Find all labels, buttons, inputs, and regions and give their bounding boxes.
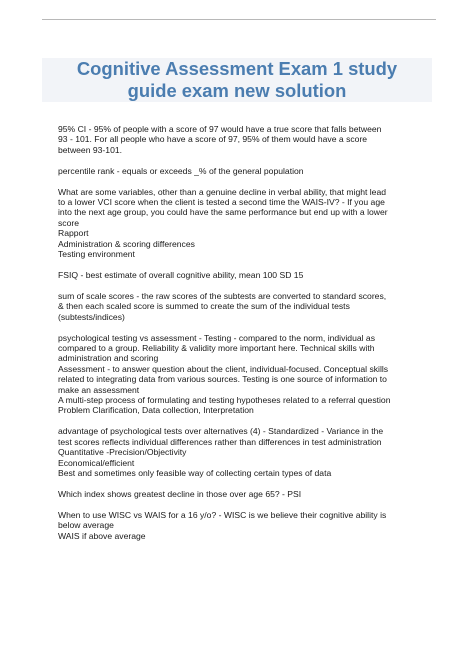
paragraph-line: test scores reflects individual differences rather than differences in test administration [58,436,382,447]
qa-paragraph [58,187,430,260]
paragraph-line: Administration & scoring differences [58,238,195,249]
paragraph-line: Problem Clarification, Data collection, Interpretation [58,405,254,416]
document-title [42,58,432,102]
paragraph-line: Which index shows greatest decline in those over age 65? - PSI [58,488,302,499]
paragraph-line: WAIS if above average [58,530,146,541]
paragraph-line: advantage of psychological tests over alternatives (4) - Standardized - Variance in the [58,426,384,437]
paragraph-line: A multi-step process of formulating and testing hypotheses related to a referral question [58,395,391,406]
paragraph-line: score [58,217,80,228]
qa-paragraph [58,166,430,176]
paragraph-line: sum of scale scores - the raw scores of the subtests are converted to standard scores, [58,290,387,301]
paragraph-line: compared to a group. Reliability & validity more important here. Technical skills with [58,343,375,353]
qa-paragraph [58,489,430,499]
qa-paragraph [58,426,430,478]
top-divider [42,19,436,20]
paragraph-line: Quantitative -Precision/Objectivity [58,447,187,458]
paragraph-line: Testing environment [58,249,135,260]
paragraph-line: percentile rank - equals or exceeds _% of the general population [58,165,304,176]
paragraph-line: related to integrating data from various sources. Testing is one source of information to [58,374,387,385]
title-line: guide exam new solution [127,80,347,101]
paragraph-line: & then each scaled score is summed to create the sum of the individual tests [58,301,350,312]
paragraph-line: to a lower VCI score when the client is tested a second time the WAIS-IV? - If you age [58,197,385,208]
qa-paragraph [58,270,430,280]
paragraph-line: Rapport [58,228,89,239]
paragraph-line: Economical/efficient [58,457,135,468]
paragraph-line: When to use WISC vs WAIS for a 16 y/o? - WISC is we believe their cognitive ability is [58,509,387,520]
title-line: Cognitive Assessment Exam 1 study [76,58,398,79]
paragraph-line: psychological testing vs assessment - Testing - compared to the norm, individual as [58,332,376,343]
paragraph-line: administration and scoring [58,353,159,364]
paragraph-line: What are some variables, other than a genuine decline in verbal ability, that might lead [58,186,387,197]
qa-paragraph [58,124,430,155]
paragraph-line: below average [58,520,114,531]
qa-paragraph [58,291,430,322]
paragraph-line: 93 - 101. For all people who have a score of 97, 95% of them would have a score [58,134,368,145]
qa-paragraph [58,510,430,541]
paragraph-line: into the next age group, you could have the same performance but end up with a lower [58,207,388,218]
document-body [58,124,430,552]
paragraph-line: FSIQ - best estimate of overall cognitive ability, mean 100 SD 15 [58,269,304,280]
paragraph-line: Assessment - to answer question about the client, individual-focused. Conceptual skills [58,363,389,374]
paragraph-line: make an assessment [58,384,140,395]
paragraph-line: between 93-101. [58,144,123,155]
paragraph-line: (subtests/indices) [58,311,125,322]
paragraph-line: 95% CI - 95% of people with a score of 97 would have a true score that falls between [58,124,382,134]
qa-paragraph [58,333,430,416]
paragraph-line: Best and sometimes only feasible way of collecting certain types of data [58,467,332,478]
